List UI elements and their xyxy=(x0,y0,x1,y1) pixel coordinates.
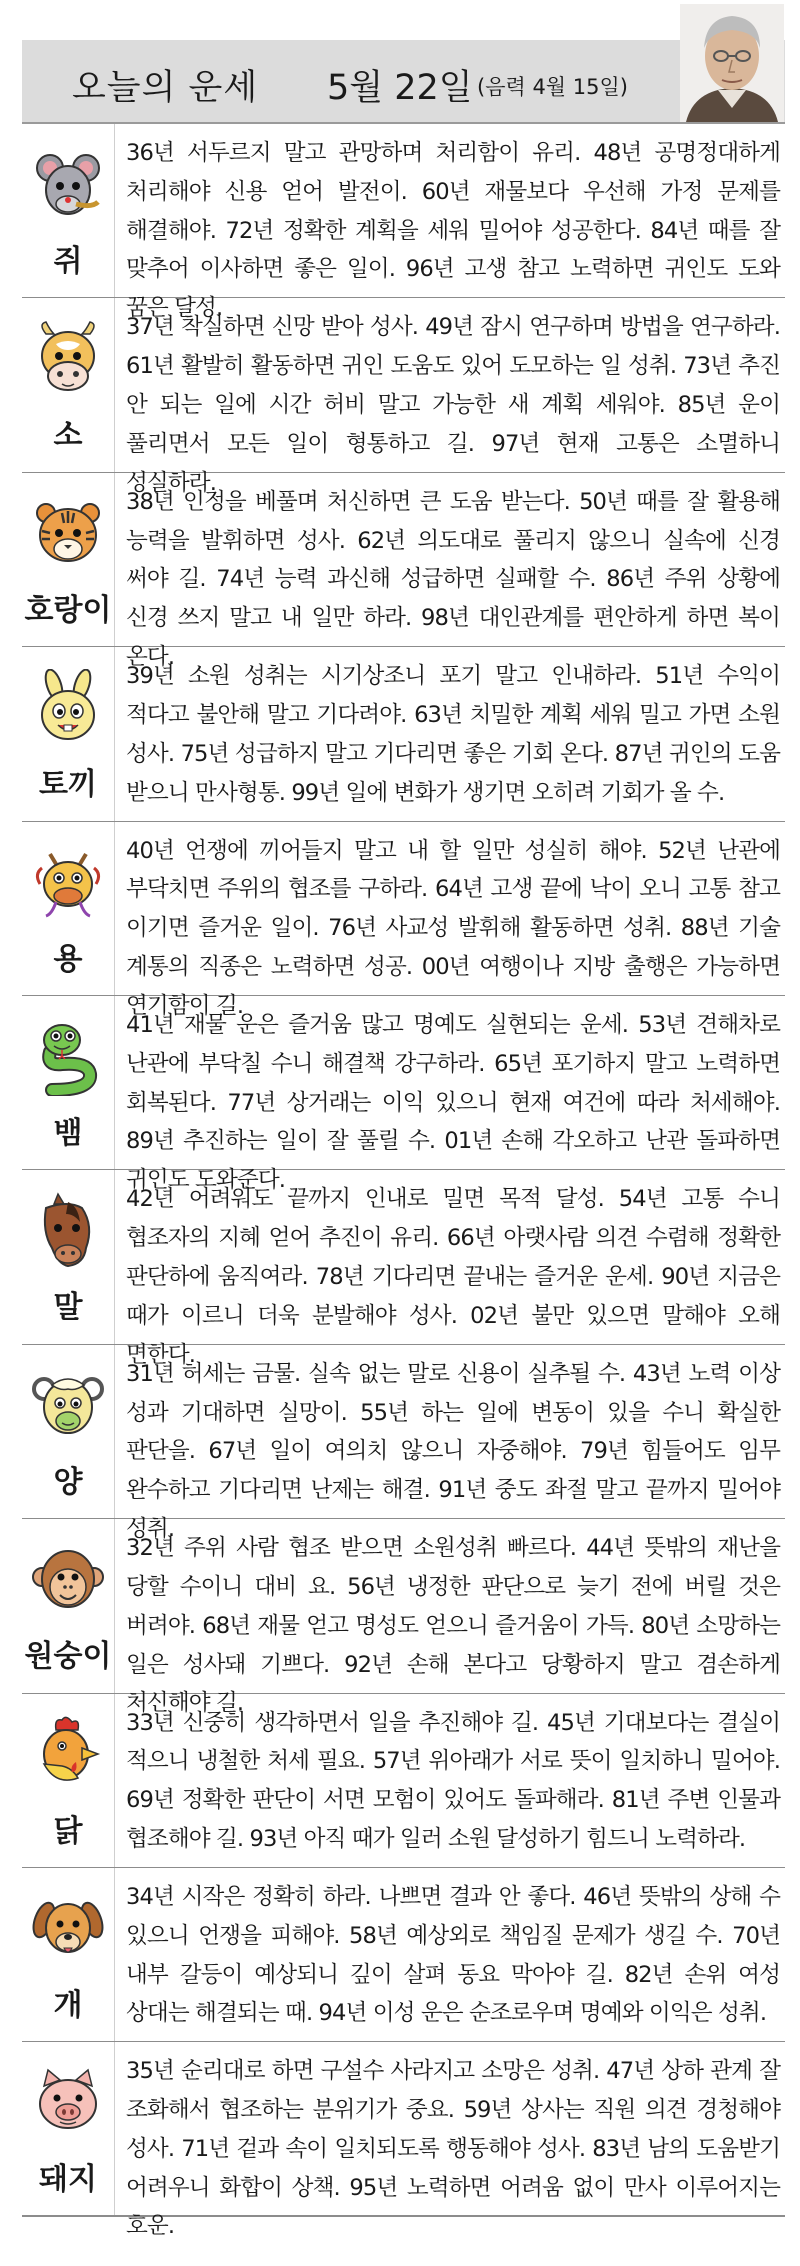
animal-cell xyxy=(22,996,115,1169)
rabbit-icon xyxy=(32,669,104,747)
fortune-text: 31년 허세는 금물. 실속 없는 말로 신용이 실추될 수. 43년 노력 이상 성과 기대하면 실망이. 55년 하는 일에 변동이 있을 수니 확실한 판단을. 67년 일이 여의치 않으니 자중해야. 79년 힘들어도 임무 완수하고 기다리면 난제는 해결. 91년 중도 좌절 말고 끝까지 밀어야 성취. xyxy=(126,1360,780,1542)
animal-cell xyxy=(22,2042,115,2214)
fortune-text: 40년 언쟁에 끼어들지 말고 내 할 일만 성실히 해야. 52년 난관에 부닥치면 주위의 협조를 구하라. 64년 고생 끝에 낙이 오니 고통 참고 이기면 즐거운 일이. 76년 사교성 발휘해 활동하면 성취. 88년 기술 계통의 직종은 노력하면 성공. 00년 여행이나 지방 출행은 가능하면 연기함이 길. xyxy=(126,837,780,1019)
zodiac-name: 소 xyxy=(53,418,83,454)
zodiac-row-ox xyxy=(22,298,785,496)
zodiac-name: 용 xyxy=(53,941,83,977)
zodiac-name: 말 xyxy=(53,1290,83,1326)
fortune-text: 33년 신중히 생각하면서 일을 추진해야 길. 45년 기대보다는 결실이 적으니 냉철한 처세 필요. 57년 위아래가 서로 뜻이 일치하니 밀어야. 69년 정확한 판단이 서면 모험이 있어도 돌파해라. 81년 주변 인물과 협조해야 길. 93년 아직 때가 일러 소원 달성하기 힘드니 노력하라. xyxy=(126,1709,780,1852)
ox-icon xyxy=(32,320,104,398)
zodiac-name: 호랑이 xyxy=(24,592,112,628)
zodiac-row-pig xyxy=(22,2042,785,2240)
page-title: 오늘의 운세 xyxy=(72,68,259,108)
zodiac-row-rabbit xyxy=(22,647,785,821)
fortune-text: 37년 착실하면 신망 받아 성사. 49년 잠시 연구하며 방법을 연구하라. 61년 활발히 활동하면 귀인 도움도 있어 도모하는 일 성취. 73년 추진 안 되는 일에 시간 허비 말고 가능한 새 계획 세워야. 85년 운이 풀리면서 모든 일이 형통하고 길. 97년 현재 고통은 소멸하니 성실하라. xyxy=(126,314,780,496)
zodiac-name: 닭 xyxy=(53,1813,83,1849)
zodiac-row-sheep xyxy=(22,1345,785,1542)
animal-cell xyxy=(22,822,115,995)
zodiac-name: 토끼 xyxy=(39,767,97,803)
snake-icon xyxy=(32,1018,104,1096)
rat-icon xyxy=(32,146,104,224)
animal-cell xyxy=(22,1868,115,2041)
zodiac-list xyxy=(22,124,785,2240)
animal-cell xyxy=(22,124,115,297)
fortune-text: 42년 어려워도 끝까지 인내로 밀면 목적 달성. 54년 고통 수니 협조자의 지혜 얻어 추진이 유리. 66년 아랫사람 의견 수렴해 정확한 판단하에 움직여라. 78년 기다리면 끝내는 즐거운 운세. 90년 지금은 때가 이르니 더욱 분발해야 성사. 02년 불만 있으면 말해야 오해 면한다. xyxy=(126,1186,780,1368)
pig-icon xyxy=(32,2064,104,2142)
animal-cell xyxy=(22,1170,115,1343)
animal-cell xyxy=(22,298,115,471)
animal-cell xyxy=(22,473,115,646)
fortune-text: 41년 재물 운은 즐거움 많고 명예도 실현되는 운세. 53년 견해차로 난관에 부닥칠 수니 해결책 강구하라. 65년 포기하지 말고 노력하면 회복된다. 77년 상거래는 이익 있으니 현재 여건에 따라 처세해야. 89년 추진하는 일이 잘 풀릴 수. 01년 손해 각오하고 난관 돌파하면 귀인도 도와준다. xyxy=(126,1011,780,1194)
author-portrait xyxy=(680,4,784,122)
animal-cell xyxy=(22,1345,115,1518)
zodiac-name: 뱀 xyxy=(53,1115,83,1151)
fortune-text: 34년 시작은 정확히 하라. 나쁘면 결과 안 좋다. 46년 뜻밖의 상해 수 있으니 언쟁을 피해야. 58년 예상외로 책임질 문제가 생길 수. 70년 내부 갈등이 예상되니 깊이 살펴 동요 막아야 길. 82년 손위 여성 상대는 해결되는 때. 94년 이성 운은 순조로우며 명예와 이익은 성취. xyxy=(126,1883,780,2027)
horse-icon xyxy=(32,1192,104,1270)
zodiac-row-rat xyxy=(22,124,785,322)
zodiac-name: 돼지 xyxy=(39,2162,97,2198)
zodiac-name: 양 xyxy=(53,1464,83,1500)
tiger-icon xyxy=(32,495,104,573)
sheep-icon xyxy=(32,1367,104,1445)
fortune-text: 35년 순리대로 하면 구설수 사라지고 소망은 성취. 47년 상하 관계 잘 조화해서 협조하는 분위기가 중요. 59년 상사는 직원 의견 경청해야 성사. 71년 겉과 속이 일치되도록 행동해야 성사. 83년 남의 도움받기 어려우니 화합이 상책. 95년 노력하면 어려움 없이 만사 이루어지는 호운. xyxy=(126,2058,780,2240)
dog-icon xyxy=(32,1890,104,1968)
zodiac-row-dog xyxy=(22,1868,785,2042)
zodiac-name: 개 xyxy=(53,1987,83,2023)
fortune-text: 32년 주위 사람 협조 받으면 소원성취 빠르다. 44년 뜻밖의 재난을 당할 수이니 대비 요. 56년 냉정한 판단으로 늦기 전에 버릴 것은 버려야. 68년 재물 얻고 명성도 얻으니 즐거움이 가득. 80년 소망하는 일은 성사돼 기쁘다. 92년 손해 본다고 당황하지 말고 겸손하게 처신해야 길. xyxy=(126,1535,780,1717)
zodiac-row-rooster xyxy=(22,1694,785,1868)
horoscope-page xyxy=(22,0,785,2266)
fortune-text: 36년 서두르지 말고 관망하며 처리함이 유리. 48년 공명정대하게 처리해야 신용 얻어 발전이. 60년 재물보다 우선해 가정 문제를 해결해야. 72년 정확한 계획을 세워 밀어야 성공한다. 84년 때를 잘 맞추어 이사하면 좋은 일이. 96년 고생 참고 노력하면 귀인도 도와 꿈은 달성. xyxy=(126,140,780,322)
fortune-text: 38년 인정을 베풀며 처신하면 큰 도움 받는다. 50년 때를 잘 활용해 능력을 발휘하면 성사. 62년 의도대로 풀리지 않으니 실속에 신경 써야 길. 74년 능력 과신해 성급하면 실패할 수. 86년 주위 상황에 신경 쓰지 말고 내 일만 하라. 98년 대인관계를 편안하게 하면 복이 온다. xyxy=(126,488,780,670)
zodiac-row-horse xyxy=(22,1170,785,1368)
zodiac-row-snake xyxy=(22,996,785,1194)
zodiac-name: 쥐 xyxy=(53,244,83,279)
zodiac-row-dragon xyxy=(22,822,785,1019)
animal-cell xyxy=(22,647,115,820)
rooster-icon xyxy=(32,1716,104,1794)
zodiac-name: 원숭이 xyxy=(24,1639,112,1675)
dragon-icon xyxy=(32,844,104,922)
animal-cell xyxy=(22,1519,115,1692)
zodiac-row-tiger xyxy=(22,473,785,670)
fortune-text: 39년 소원 성취는 시기상조니 포기 말고 인내하라. 51년 수익이 적다고 불안해 말고 기다려야. 63년 치밀한 계획 세워 밀고 가면 소원 성사. 75년 성급하지 말고 기다리면 좋은 기회 온다. 87년 귀인의 도움 받으니 만사형통. 99년 일에 변화가 생기면 오히려 기회가 올 수. xyxy=(126,663,780,806)
header-bar xyxy=(22,40,785,124)
date-label: 5월 22일 xyxy=(327,68,473,108)
lunar-date-label: (음력 4월 15일) xyxy=(477,75,628,99)
monkey-icon xyxy=(32,1541,104,1619)
animal-cell xyxy=(22,1694,115,1867)
zodiac-row-monkey xyxy=(22,1519,785,1717)
